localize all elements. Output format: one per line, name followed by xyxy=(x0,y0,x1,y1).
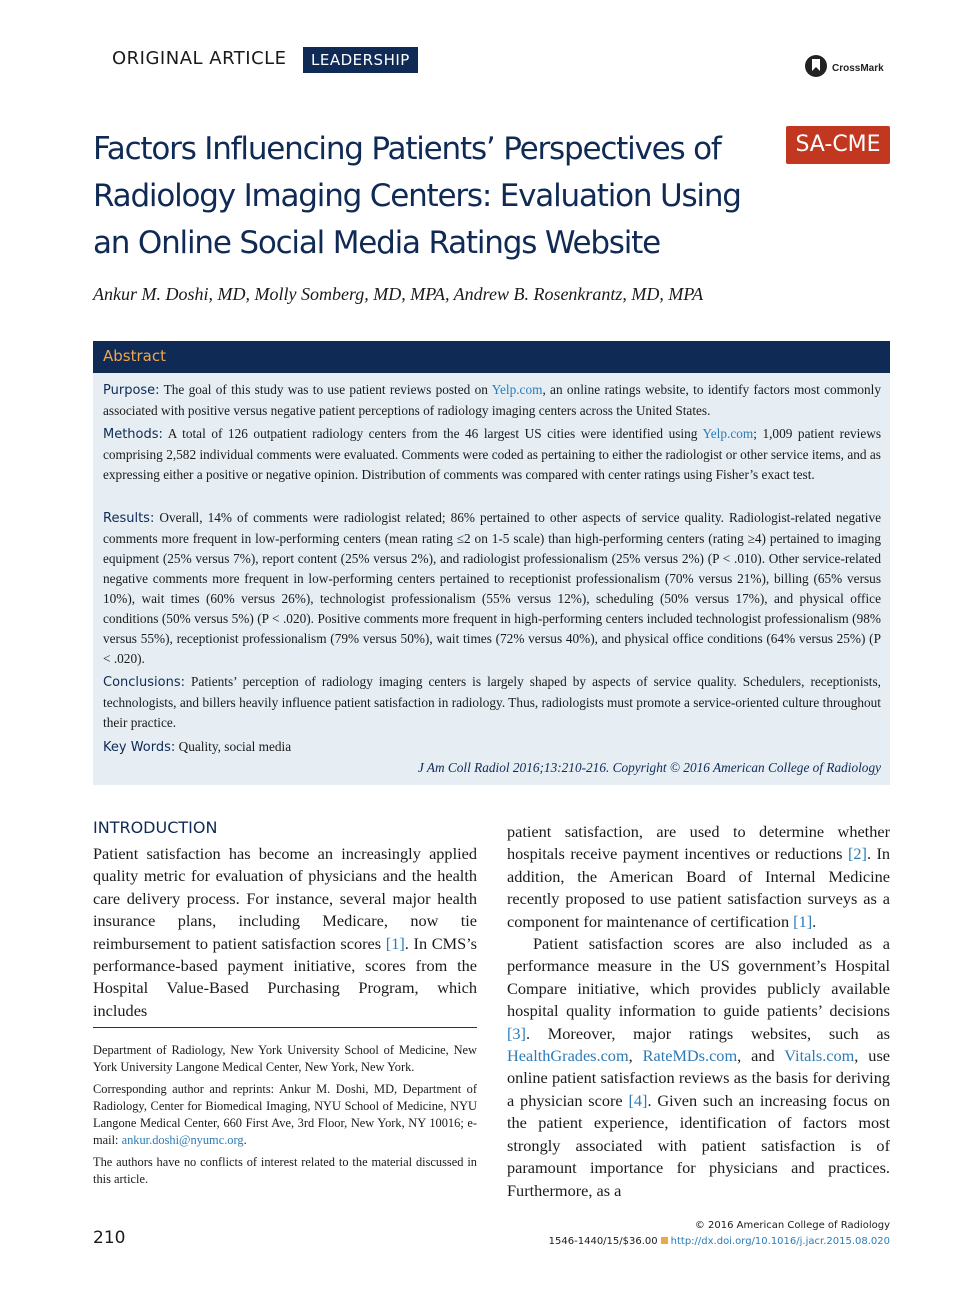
paragraph-text: , and xyxy=(737,1046,785,1066)
paragraph-text: , use online patient satisfaction reviews as the basis for deriving a physician score xyxy=(507,1046,890,1110)
reference-link[interactable]: [4] xyxy=(628,1090,648,1110)
paragraph-text: Patient satisfaction scores are also included as a performance measure in the US government’s Hospital Compare initiative, which provides publicly available hospital quality information to guide patients’ decisions xyxy=(507,934,890,1021)
left-column-text xyxy=(93,843,477,1022)
paragraph-text: . xyxy=(812,911,817,931)
paragraph-text: Patient satisfaction has become an increasingly applied quality metric for evaluation of physicians and the health care delivery process. For instance, several major health insurance plans, including Medicare, now tie reimbursement to patient satisfaction scores xyxy=(93,844,477,953)
purpose-text: The goal of this study was to use patient reviews posted on xyxy=(159,382,492,397)
page-number: 210 xyxy=(93,1228,126,1248)
methods-text: A total of 126 outpatient radiology centers from the 46 largest US cities were identified using xyxy=(162,426,703,441)
vitals-link[interactable]: Vitals.com xyxy=(784,1046,855,1066)
abstract-box xyxy=(93,341,890,785)
intro-paragraph xyxy=(93,843,477,1022)
title-line: Factors Influencing Patients’ Perspectives of xyxy=(93,131,721,167)
results-text: Overall, 14% of comments were radiologist related; 86% pertained to other aspects of service quality. Radiologist-related negative comments more frequent in low-performing centers (mean rating ≤2 on 1-5 scale) than high-performing centers (rating ≥4) pertained to imaging equipment (25% versus 7%), report content (25% versus 2%), and radiologist professionalism (25% versus 2%) (P < .010). Other service-related negative comments more frequent in low-performing centers pertained to receptionist professionalism (70% versus 21%), billing (65% versus 10%), wait times (60% versus 26%), technologist professionalism (55% versus 12%), scheduling (50% versus 17%), and physical office conditions (50% versus 5%) (P < .020). Positive comments more frequent in high-performing centers included technologist professionalism (98% versus 55%), receptionist professionalism (79% versus 50%), wait times (72% versus 40%), and physical office conditions (64% versus 25%) (P < .020). xyxy=(103,510,881,666)
footnote-divider xyxy=(93,1027,477,1028)
reference-link[interactable]: [2] xyxy=(847,844,867,864)
conflict-note: The authors have no conflicts of interest related to the material discussed in this article. xyxy=(93,1155,477,1186)
crossmark-icon xyxy=(804,54,828,83)
conclusions-text: Patients’ perception of radiology imaging centers is largely shaped by aspects of service quality. Schedulers, receptionists, technologists, and billers heavily influence patient satisfaction in radiology. Thus, radiologists must promote a service-oriented culture throughout their practice. xyxy=(103,674,881,730)
methods-label: Methods: xyxy=(103,427,163,442)
keywords-label: Key Words: xyxy=(103,740,176,755)
healthgrades-link[interactable]: HealthGrades.com xyxy=(507,1046,629,1066)
introduction-heading: INTRODUCTION xyxy=(93,818,218,837)
abstract-methods xyxy=(103,424,881,485)
abstract-heading: Abstract xyxy=(103,347,166,365)
bullet-square-icon xyxy=(661,1237,668,1244)
paragraph-text: . Given such an increasing focus on the patient experience, identification of factors most strongly associated with patient satisfaction is of paramount importance for physicians and practices. Furthermore, as a xyxy=(507,1090,890,1200)
abstract-keywords xyxy=(103,737,881,758)
abstract-purpose xyxy=(103,380,881,421)
yelp-link[interactable]: Yelp.com xyxy=(491,382,543,397)
methods-text-end: ; 1,009 patient reviews comprising 2,582 individual comments were evaluated. Comments were coded as pertaining to either the radiologist or other service items, and as expressing either a positive or negative opinion. Distribution of comments was compared with center ratings using Fisher’s exact test. xyxy=(103,426,881,482)
reference-link[interactable]: [1] xyxy=(385,933,405,953)
paragraph-text: . In addition, the American Board of Internal Medicine recently proposed to use patient satisfaction surveys as a component for maintenance of certification xyxy=(507,844,891,931)
footnotes xyxy=(93,1042,477,1193)
abstract-results xyxy=(103,508,881,669)
doi-link[interactable]: http://dx.doi.org/10.1016/j.jacr.2015.08.020 xyxy=(670,1236,890,1247)
crossmark-badge[interactable] xyxy=(804,54,884,83)
corresponding-author-note xyxy=(93,1081,477,1149)
footer-info xyxy=(549,1218,890,1250)
ratemds-link[interactable]: RateMDs.com xyxy=(642,1046,738,1066)
paragraph-text: , xyxy=(628,1046,643,1066)
paragraph-text: . Moreover, major ratings websites, such as xyxy=(525,1023,890,1043)
sa-cme-badge[interactable]: SA-CME xyxy=(786,126,890,164)
results-label: Results: xyxy=(103,511,155,526)
paragraph-text: . In CMS’s performance-based payment initiative, scores from the Hospital Value-Based Purchasing Program, which includes xyxy=(93,933,477,1020)
abstract-conclusions xyxy=(103,672,881,733)
paragraph-text: patient satisfaction, are used to determine whether hospitals receive payment incentives or reductions xyxy=(507,822,890,864)
intro-paragraph xyxy=(507,821,890,933)
email-link[interactable]: ankur.doshi@nyumc.org xyxy=(121,1133,244,1147)
title-line: Radiology Imaging Centers: Evaluation Using xyxy=(93,178,741,214)
article-type-label: ORIGINAL ARTICLE xyxy=(112,48,287,69)
intro-paragraph xyxy=(507,933,890,1202)
issn: 1546-1440/15/$36.00 xyxy=(548,1236,658,1247)
author-list: Ankur M. Doshi, MD, Molly Somberg, MD, MPA, Andrew B. Rosenkrantz, MD, MPA xyxy=(93,284,704,304)
crossmark-label: CrossMark xyxy=(832,63,884,74)
yelp-link[interactable]: Yelp.com xyxy=(702,426,754,441)
note-text: Corresponding author and reprints: Ankur M. Doshi, MD, Department of Radiology, Center for Biomedical Imaging, NYU School of Medicine, NYU Langone Medical Center, 660 First Ave, 3rd Floor, New York, NY 10016; e-mail: xyxy=(93,1082,477,1147)
keywords-text: Quality, social media xyxy=(175,739,292,754)
reference-link[interactable]: [1] xyxy=(793,911,813,931)
conclusions-label: Conclusions: xyxy=(103,675,185,690)
title-line: an Online Social Media Ratings Website xyxy=(93,225,660,261)
article-title xyxy=(93,126,793,267)
footer-copyright: © 2016 American College of Radiology xyxy=(694,1220,890,1231)
footer-ids xyxy=(549,1234,890,1250)
note-text: . xyxy=(243,1133,247,1147)
abstract-header xyxy=(93,341,890,373)
section-tag[interactable]: LEADERSHIP xyxy=(303,47,418,73)
right-column-text xyxy=(507,821,890,1202)
purpose-text-end: , an online ratings website, to identify factors most commonly associated with positive versus negative patient perceptions of radiology imaging centers across the United States. xyxy=(103,382,881,418)
purpose-label: Purpose: xyxy=(103,383,160,398)
reference-link[interactable]: [3] xyxy=(507,1023,526,1043)
affiliation-note: Department of Radiology, New York University School of Medicine, New York University Langone Medical Center, New York, New York. xyxy=(93,1043,477,1074)
journal-citation: J Am Coll Radiol 2016;13:210-216. Copyright © 2016 American College of Radiology xyxy=(417,760,881,775)
